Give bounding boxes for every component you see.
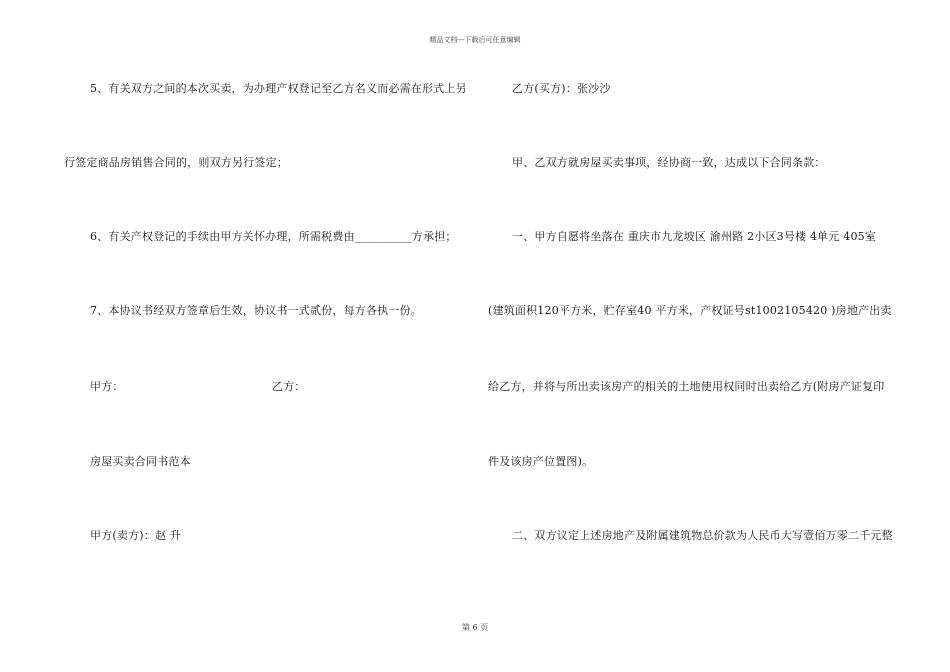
signature-party-b: 乙方： bbox=[272, 380, 306, 393]
page-header: 精品文档---下载后可任意编辑 bbox=[429, 36, 521, 44]
clause-1-line-4: 件及该房产位置图)。 bbox=[488, 455, 594, 468]
intro-line: 甲、乙双方就房屋买卖事项，经协商一致，达成以下合同条款： bbox=[512, 156, 826, 169]
signature-party-a: 甲方： bbox=[90, 380, 124, 393]
buyer-line: 乙方(买方)：张沙沙 bbox=[512, 82, 611, 95]
clause-1-line-2: (建筑面积120平方米，贮存室40 平方米，产权证号st1002105420 )房地产出卖 bbox=[488, 304, 892, 317]
clause-1-line-1: 一、甲方自愿将坐落在 重庆市九龙坡区 渝州路 2小区3号楼 4单元 405室 bbox=[512, 230, 877, 243]
clause-2-line-1: 二、双方议定上述房地产及附属建筑物总价款为人民币大写壹佰万零二千元整 bbox=[512, 529, 893, 542]
clause-6: 6、有关产权登记的手续由甲方关怀办理，所需税费由__________方承担； bbox=[90, 230, 457, 243]
clause-5-line-1: 5、有关双方之间的本次买卖，为办理产权登记至乙方名义而必需在形式上另 bbox=[90, 82, 467, 95]
seller-line: 甲方(卖方)：赵 升 bbox=[90, 529, 182, 542]
page-number: 第 6 页 bbox=[461, 623, 489, 632]
clause-1-line-3: 给乙方，并将与所出卖该房产的相关的土地使用权同时出卖给乙方(附房产证复印 bbox=[488, 380, 885, 393]
clause-5-line-2: 行签定商品房销售合同的，则双方另行签定； bbox=[64, 156, 288, 169]
document-title: 房屋买卖合同书范本 bbox=[90, 455, 191, 468]
clause-7: 7、本协议书经双方签章后生效，协议书一式贰份，每方各执一份。 bbox=[90, 304, 422, 317]
